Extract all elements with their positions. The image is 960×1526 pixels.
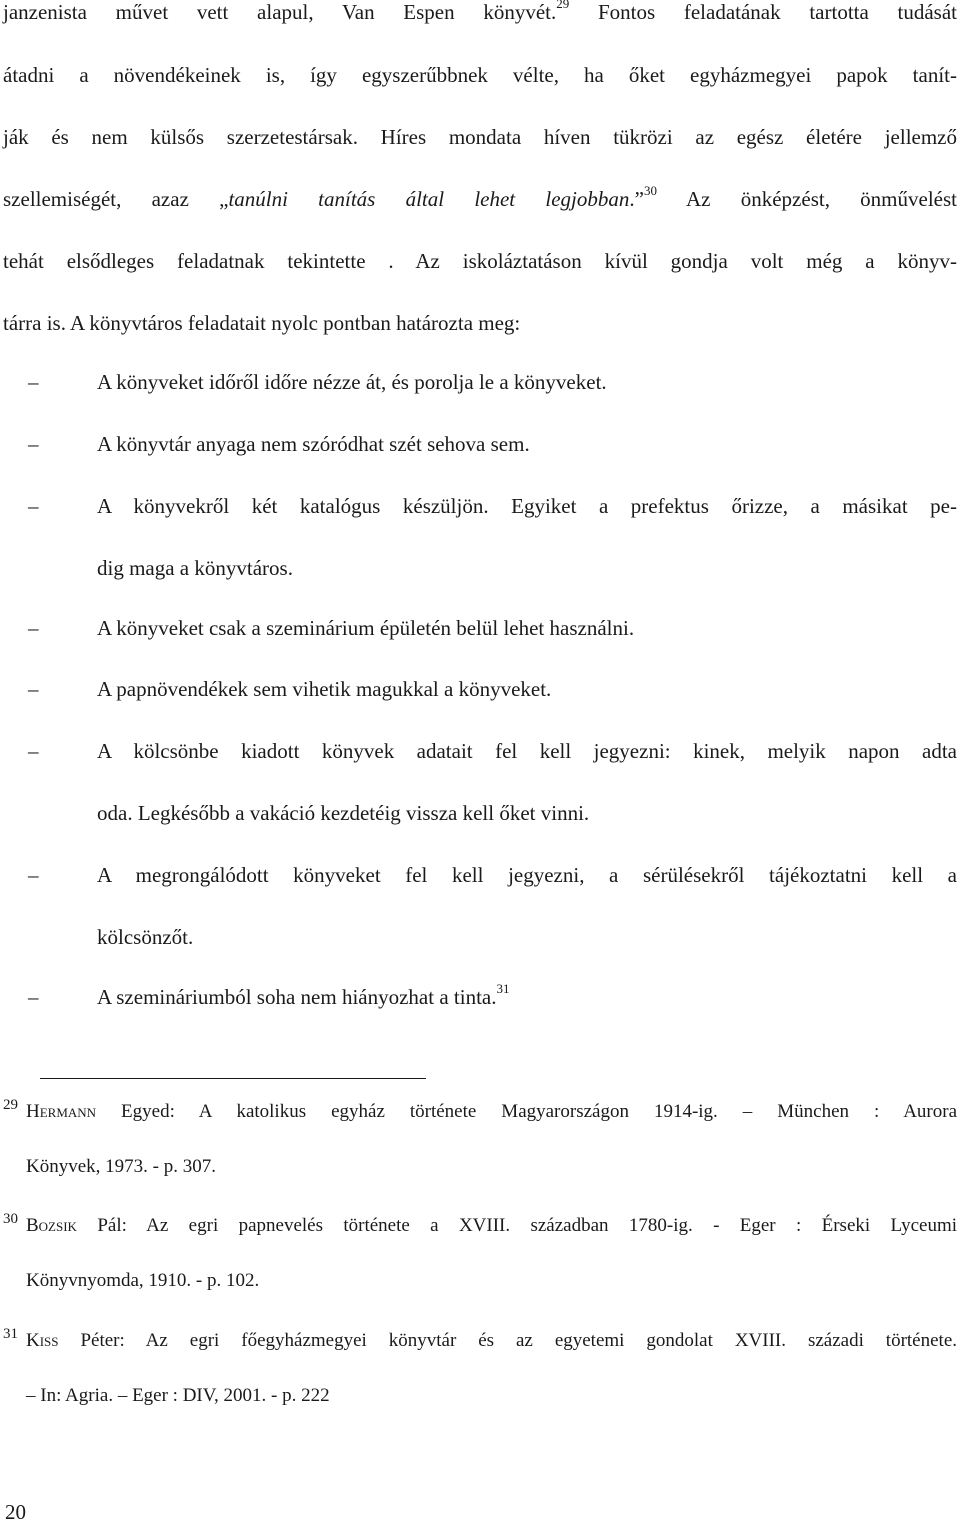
list-item-text: A könyvekről két katalógus készüljön. Egyiket a prefektus őrizze, a másikat pe- — [97, 494, 957, 518]
dash-bullet: – — [28, 863, 39, 887]
footnote-line — [26, 1213, 957, 1239]
list-item-text-cont: dig maga a könyvtáros. — [97, 556, 293, 580]
text: A szemináriumból soha nem hiányozhat a tinta. — [97, 985, 497, 1009]
text: Pál: Az egri papnevelés története a XVIII. században 1780-ig. - Eger : Érseki Lyceumi — [97, 1215, 957, 1236]
text: Péter: Az egri főegyházmegyei könyvtár és az egyetemi gondolat XVIII. századi története. — [80, 1330, 958, 1351]
text: Fontos feladatának tartotta tudását — [597, 0, 957, 24]
text: .” — [629, 187, 644, 211]
list-item-text-cont: oda. Legkésőbb a vakáció kezdetéig vissza kell őket vinni. — [97, 801, 590, 825]
body-line-1 — [3, 0, 957, 26]
dash-bullet: – — [28, 677, 39, 701]
footnote-ref-30[interactable]: 30 — [643, 183, 657, 198]
list-item-text — [97, 983, 957, 1011]
dash-bullet: – — [28, 616, 39, 640]
text: Egyed: A katolikus egyház története Magyarországon 1914-ig. – München : Aurora — [121, 1101, 958, 1122]
footnote-number: 30 — [3, 1211, 18, 1227]
dash-bullet: – — [28, 432, 39, 456]
body-line-5: tehát elsődleges feladatnak tekintette . Az iskoláztatáson kívül gondja volt még a könyv- — [3, 249, 957, 273]
dash-bullet: – — [28, 739, 39, 763]
dash-bullet: – — [28, 494, 39, 518]
list-item-text: A papnövendékek sem vihetik magukkal a könyveket. — [97, 677, 552, 701]
body-line-3: ják és nem külsős szerzetestársak. Híres mondata híven tükrözi az egész életére jellemző — [3, 125, 957, 149]
footnote-number: 29 — [3, 1097, 18, 1113]
footnote-line-cont: Könyvek, 1973. - p. 307. — [26, 1156, 216, 1177]
page-number: 20 — [5, 1500, 26, 1524]
body-line-2: átadni a növendékeinek is, így egyszerűbbnek vélte, ha őket egyházmegyei papok tanít- — [3, 63, 957, 87]
text: szellemiségét, azaz „ — [3, 187, 229, 211]
footnote-ref-29[interactable]: 29 — [556, 0, 570, 11]
body-line-6: tárra is. A könyvtáros feladatait nyolc pontban határozta meg: — [3, 311, 521, 335]
list-item-text: A megrongálódott könyveket fel kell jegyezni, a sérülésekről tájékoztatni kell a — [97, 863, 957, 887]
body-line-4 — [3, 185, 957, 213]
author-name: Hermann — [26, 1101, 97, 1122]
footnote-line — [26, 1328, 957, 1354]
footnote-separator — [40, 1078, 426, 1079]
dash-bullet: – — [28, 370, 39, 394]
list-item-text: A könyveket csak a szeminárium épületén belül lehet használni. — [97, 616, 635, 640]
text: janzenista művet vett alapul, Van Espen könyvét. — [3, 0, 557, 24]
footnote-line-cont: Könyvnyomda, 1910. - p. 102. — [26, 1270, 260, 1291]
footnote-number: 31 — [3, 1326, 18, 1342]
author-name: Bozsik — [26, 1215, 77, 1236]
italic-quote: tanúlni tanítás által lehet legjobban — [228, 187, 630, 211]
list-item-text: A könyveket időről időre nézze át, és porolja le a könyveket. — [97, 370, 607, 394]
text: Az önképzést, önművelést — [686, 187, 958, 211]
dash-bullet: – — [28, 985, 39, 1009]
author-name: Kiss — [26, 1330, 59, 1351]
footnote-line — [26, 1099, 957, 1125]
list-item-text-cont: kölcsönzőt. — [97, 925, 194, 949]
footnote-line-cont: – In: Agria. – Eger : DIV, 2001. - p. 222 — [26, 1385, 330, 1406]
list-item-text: A kölcsönbe kiadott könyvek adatait fel kell jegyezni: kinek, melyik napon adta — [97, 739, 957, 763]
list-item-text: A könyvtár anyaga nem szóródhat szét sehova sem. — [97, 432, 530, 456]
footnote-ref-31[interactable]: 31 — [496, 981, 510, 996]
